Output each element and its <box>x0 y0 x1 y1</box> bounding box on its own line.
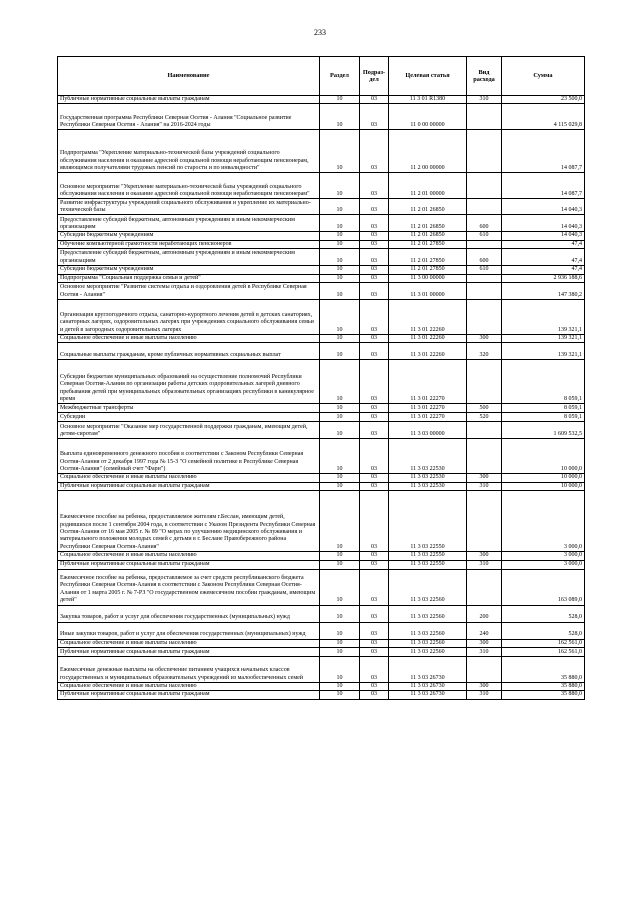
row-section: 10 <box>320 605 360 622</box>
row-expense-type: 300 <box>467 335 502 343</box>
row-subsection: 03 <box>360 569 389 605</box>
row-sum: 8 059,1 <box>502 413 585 422</box>
row-subsection: 03 <box>360 199 389 215</box>
row-target-article: 11 2 01 26850 <box>389 232 467 240</box>
row-expense-type: 300 <box>467 639 502 647</box>
row-expense-type <box>467 657 502 683</box>
row-target-article: 11 3 01 22260 <box>389 335 467 343</box>
row-section: 10 <box>320 552 360 560</box>
row-section: 10 <box>320 96 360 104</box>
row-name: Ежемесячные денежные выплаты на обеспечение питанием учащихся начальных классов государственных и муниципальных образовательных учреждений из малообеспеченных семей <box>58 657 320 683</box>
row-sum: 147 380,2 <box>502 283 585 300</box>
row-sum: 47,4 <box>502 240 585 248</box>
row-expense-type <box>467 491 502 552</box>
row-sum: 10 000,0 <box>502 439 585 474</box>
row-subsection: 03 <box>360 266 389 274</box>
row-expense-type <box>467 199 502 215</box>
row-subsection: 03 <box>360 343 389 360</box>
row-name: Развитие инфраструктуры учреждений социального обслуживания и укрепление их материально-технической базы <box>58 199 320 215</box>
row-section: 10 <box>320 335 360 343</box>
row-name: Иные закупки товаров, работ и услуг для обеспечения государственных (муниципальных) нужд <box>58 622 320 639</box>
row-sum: 163 089,0 <box>502 569 585 605</box>
row-name: Субсидии <box>58 413 320 422</box>
row-sum: 35 880,0 <box>502 683 585 691</box>
row-sum: 139 321,1 <box>502 335 585 343</box>
row-subsection: 03 <box>360 622 389 639</box>
row-sum: 35 880,0 <box>502 691 585 699</box>
row-name: Социальное обеспечение и иные выплаты населению <box>58 552 320 560</box>
row-target-article: 11 3 01 R1380 <box>389 96 467 104</box>
header-expense-type: Вид расхода <box>467 57 502 96</box>
row-target-article: 11 0 00 00000 <box>389 104 467 130</box>
row-sum: 23 500,0 <box>502 96 585 104</box>
row-expense-type <box>467 300 502 335</box>
row-section: 10 <box>320 360 360 404</box>
row-section: 10 <box>320 215 360 232</box>
row-expense-type: 310 <box>467 96 502 104</box>
row-name: Предоставление субсидий бюджетным, автономным учреждениям и иным некоммерческим организациям <box>58 249 320 266</box>
header-section: Раздел <box>320 57 360 96</box>
row-name: Государственная программа Республики Северная Осетия - Алания "Социальное развитие Республики Северная Осетия - Алания" на 2016-2024 годы <box>58 104 320 130</box>
row-target-article: 11 3 03 26730 <box>389 657 467 683</box>
row-sum: 47,4 <box>502 249 585 266</box>
table-row <box>58 96 585 104</box>
table-row <box>58 648 585 657</box>
row-section: 10 <box>320 422 360 439</box>
row-target-article: 11 2 01 00000 <box>389 173 467 199</box>
table-row <box>58 482 585 490</box>
row-target-article: 11 3 03 22550 <box>389 560 467 569</box>
row-target-article: 11 3 03 22560 <box>389 648 467 657</box>
row-subsection: 03 <box>360 240 389 248</box>
row-section: 10 <box>320 232 360 240</box>
row-expense-type <box>467 104 502 130</box>
row-sum: 4 115 029,8 <box>502 104 585 130</box>
row-section: 10 <box>320 657 360 683</box>
row-subsection: 03 <box>360 404 389 413</box>
row-target-article: 11 3 03 22560 <box>389 569 467 605</box>
row-sum: 139 321,1 <box>502 300 585 335</box>
row-section: 10 <box>320 199 360 215</box>
row-name: Подпрограмма "Социальная поддержка семьи и детей" <box>58 274 320 282</box>
table-row <box>58 491 585 552</box>
row-target-article: 11 2 00 00000 <box>389 130 467 173</box>
row-section: 10 <box>320 474 360 482</box>
row-expense-type <box>467 283 502 300</box>
row-name: Выплата единовременного денежного пособия в соответствии с Законом Республики Северная Осетия-Алания от 2 декабря 1997 года № 15-З "О семейной политике в Республике Северная Осетия-Алания" (семейный счет "Фарн") <box>58 439 320 474</box>
table-row <box>58 215 585 232</box>
row-name: Обучение компьютерной грамотности неработающих пенсионеров <box>58 240 320 248</box>
row-expense-type: 320 <box>467 343 502 360</box>
row-sum: 47,4 <box>502 266 585 274</box>
header-target-article: Целевая статья <box>389 57 467 96</box>
row-sum: 14 040,3 <box>502 199 585 215</box>
table-row <box>58 360 585 404</box>
row-sum: 3 000,0 <box>502 552 585 560</box>
row-expense-type: 300 <box>467 552 502 560</box>
table-row <box>58 249 585 266</box>
row-name: Социальное обеспечение и иные выплаты населению <box>58 683 320 691</box>
row-section: 10 <box>320 240 360 248</box>
row-target-article: 11 3 03 22530 <box>389 474 467 482</box>
row-name: Закупка товаров, работ и услуг для обеспечения государственных (муниципальных) нужд <box>58 605 320 622</box>
row-subsection: 03 <box>360 552 389 560</box>
row-sum: 8 059,1 <box>502 404 585 413</box>
row-target-article: 11 3 01 00000 <box>389 283 467 300</box>
table-row <box>58 173 585 199</box>
row-target-article: 11 2 01 26850 <box>389 199 467 215</box>
row-sum: 3 000,0 <box>502 560 585 569</box>
row-target-article: 11 3 03 26730 <box>389 691 467 699</box>
row-section: 10 <box>320 266 360 274</box>
row-sum: 35 880,0 <box>502 657 585 683</box>
row-subsection: 03 <box>360 439 389 474</box>
row-name: Субсидии бюджетным учреждениям <box>58 266 320 274</box>
row-name: Субсидии бюджетам муниципальных образований на осуществление полномочий Республики Северная Осетия-Алания по организации работы детских оздоровительных лагерей дневного пребывания детей при муниципальных образовательных организациях республики в каникулярное время <box>58 360 320 404</box>
row-target-article: 11 3 03 22560 <box>389 605 467 622</box>
row-name: Субсидии бюджетным учреждениям <box>58 232 320 240</box>
row-section: 10 <box>320 343 360 360</box>
row-name: Социальное обеспечение и иные выплаты населению <box>58 335 320 343</box>
row-section: 10 <box>320 104 360 130</box>
row-expense-type: 600 <box>467 249 502 266</box>
row-sum: 1 609 532,5 <box>502 422 585 439</box>
row-target-article: 11 3 01 22270 <box>389 404 467 413</box>
row-subsection: 03 <box>360 130 389 173</box>
table-row <box>58 560 585 569</box>
row-subsection: 03 <box>360 173 389 199</box>
row-expense-type <box>467 130 502 173</box>
row-expense-type: 310 <box>467 691 502 699</box>
row-sum: 14 087,7 <box>502 173 585 199</box>
budget-table <box>57 56 585 700</box>
row-expense-type: 240 <box>467 622 502 639</box>
table-row <box>58 335 585 343</box>
row-name: Публичные нормативные социальные выплаты гражданам <box>58 648 320 657</box>
row-section: 10 <box>320 249 360 266</box>
row-subsection: 03 <box>360 283 389 300</box>
row-subsection: 03 <box>360 335 389 343</box>
table-row <box>58 130 585 173</box>
row-sum: 10 000,0 <box>502 474 585 482</box>
row-section: 10 <box>320 173 360 199</box>
row-subsection: 03 <box>360 657 389 683</box>
table-row <box>58 343 585 360</box>
row-expense-type: 520 <box>467 413 502 422</box>
row-target-article: 11 3 03 22560 <box>389 622 467 639</box>
row-expense-type: 300 <box>467 474 502 482</box>
row-sum: 14 087,7 <box>502 130 585 173</box>
row-subsection: 03 <box>360 96 389 104</box>
row-section: 10 <box>320 569 360 605</box>
row-section: 10 <box>320 130 360 173</box>
row-section: 10 <box>320 648 360 657</box>
row-expense-type: 300 <box>467 683 502 691</box>
row-sum: 528,0 <box>502 605 585 622</box>
row-sum: 528,0 <box>502 622 585 639</box>
table-row <box>58 413 585 422</box>
row-name: Основное мероприятие "Оказание мер государственной поддержки гражданам, имеющим детей, детям-сиротам" <box>58 422 320 439</box>
table-row <box>58 639 585 647</box>
table-row <box>58 266 585 274</box>
row-target-article: 11 3 03 22550 <box>389 491 467 552</box>
table-row <box>58 422 585 439</box>
row-subsection: 03 <box>360 482 389 490</box>
row-target-article: 11 2 01 27850 <box>389 266 467 274</box>
row-subsection: 03 <box>360 300 389 335</box>
row-subsection: 03 <box>360 648 389 657</box>
row-subsection: 03 <box>360 249 389 266</box>
table-row <box>58 274 585 282</box>
row-section: 10 <box>320 404 360 413</box>
row-subsection: 03 <box>360 605 389 622</box>
row-target-article: 11 2 01 27850 <box>389 249 467 266</box>
row-subsection: 03 <box>360 215 389 232</box>
row-name: Социальное обеспечение и иные выплаты населению <box>58 474 320 482</box>
table-row <box>58 300 585 335</box>
row-target-article: 11 3 03 22530 <box>389 482 467 490</box>
row-name: Основное мероприятие "Укрепление материально-технической базы учреждений социального обслуживания населения и оказание адресной социальной помощи неработающим пенсионерам" <box>58 173 320 199</box>
row-name: Социальные выплаты гражданам, кроме публичных нормативных социальных выплат <box>58 343 320 360</box>
row-section: 10 <box>320 622 360 639</box>
page-number: 233 <box>314 28 326 37</box>
row-section: 10 <box>320 639 360 647</box>
row-name: Ежемесячное пособие на ребенка, предоставляемое жителям г.Беслан, имеющим детей, родившихся после 1 сентября 2004 года, в соответствии с Указом Президента Республики Северная Осетия-Алания от 16 мая 2005 г. № 89 "О мерах по улучшению медицинского обслуживания и материального положения молодых семей с детьми в г. Беслане Правобережного района Республики Северная Осетия-Алания" <box>58 491 320 552</box>
table-row <box>58 569 585 605</box>
row-name: Публичные нормативные социальные выплаты гражданам <box>58 560 320 569</box>
row-section: 10 <box>320 274 360 282</box>
row-target-article: 11 2 01 27850 <box>389 240 467 248</box>
row-expense-type: 310 <box>467 560 502 569</box>
row-subsection: 03 <box>360 474 389 482</box>
row-section: 10 <box>320 482 360 490</box>
row-expense-type: 610 <box>467 266 502 274</box>
row-name: Организация круглогодичного отдыха, санаторно-курортного лечения детей в детских санаториях, санаторных лагерях, оздоровительных лагерях при учреждениях социального обслуживания семьи и детей в загородных оздоровительных лагерях <box>58 300 320 335</box>
row-section: 10 <box>320 683 360 691</box>
row-sum: 14 040,3 <box>502 215 585 232</box>
table-row <box>58 104 585 130</box>
table-row <box>58 404 585 413</box>
row-expense-type: 500 <box>467 404 502 413</box>
row-section: 10 <box>320 560 360 569</box>
table-row <box>58 283 585 300</box>
row-section: 10 <box>320 491 360 552</box>
row-subsection: 03 <box>360 422 389 439</box>
row-name: Публичные нормативные социальные выплаты гражданам <box>58 482 320 490</box>
row-expense-type <box>467 173 502 199</box>
table-row <box>58 605 585 622</box>
row-name: Основное мероприятие "Развитие системы отдыха и оздоровления детей в Республике Северная Осетия - Алания" <box>58 283 320 300</box>
row-expense-type <box>467 422 502 439</box>
row-expense-type: 610 <box>467 232 502 240</box>
row-subsection: 03 <box>360 360 389 404</box>
row-expense-type: 200 <box>467 605 502 622</box>
row-subsection: 03 <box>360 274 389 282</box>
row-name: Ежемесячное пособие на ребенка, предоставляемое за счет средств республиканского бюджета Республики Северная Осетия-Алания в соответствии с Законом Республики Северная Осетия-Алания от 1 марта 2005 г. № 7-РЗ "О государственном ежемесячном пособии гражданам, имеющим детей" <box>58 569 320 605</box>
row-subsection: 03 <box>360 491 389 552</box>
row-target-article: 11 3 03 22560 <box>389 639 467 647</box>
row-expense-type <box>467 240 502 248</box>
row-target-article: 11 3 01 22270 <box>389 360 467 404</box>
row-expense-type <box>467 274 502 282</box>
row-name: Публичные нормативные социальные выплаты гражданам <box>58 691 320 699</box>
row-expense-type <box>467 439 502 474</box>
row-name: Подпрограмма "Укрепление материально-технической базы учреждений социального обслуживания населения и оказание адресной социальной помощи неработающим пенсионерам, являющимся получателями трудовых пенсий по старости и по инвалидности" <box>58 130 320 173</box>
row-subsection: 03 <box>360 104 389 130</box>
header-sum: Сумма <box>502 57 585 96</box>
row-sum: 8 059,1 <box>502 360 585 404</box>
table-header-row <box>58 57 585 96</box>
row-target-article: 11 3 03 22550 <box>389 552 467 560</box>
row-section: 10 <box>320 439 360 474</box>
row-target-article: 11 3 01 22260 <box>389 300 467 335</box>
row-expense-type <box>467 569 502 605</box>
row-subsection: 03 <box>360 691 389 699</box>
row-target-article: 11 3 03 00000 <box>389 422 467 439</box>
table-row <box>58 232 585 240</box>
row-expense-type: 310 <box>467 482 502 490</box>
row-target-article: 11 2 01 26850 <box>389 215 467 232</box>
header-subsection: Подраз-дел <box>360 57 389 96</box>
row-name: Предоставление субсидий бюджетным, автономным учреждениям и иным некоммерческим организациям <box>58 215 320 232</box>
row-sum: 162 561,0 <box>502 639 585 647</box>
row-section: 10 <box>320 300 360 335</box>
row-target-article: 11 3 03 26730 <box>389 683 467 691</box>
row-sum: 3 000,0 <box>502 491 585 552</box>
row-section: 10 <box>320 283 360 300</box>
row-subsection: 03 <box>360 560 389 569</box>
table-row <box>58 691 585 699</box>
table-row <box>58 683 585 691</box>
table-row <box>58 657 585 683</box>
row-name: Межбюджетные трансферты <box>58 404 320 413</box>
table-row <box>58 552 585 560</box>
table-row <box>58 474 585 482</box>
row-sum: 162 561,0 <box>502 648 585 657</box>
row-subsection: 03 <box>360 232 389 240</box>
table-body <box>58 96 585 700</box>
row-name: Социальное обеспечение и иные выплаты населению <box>58 639 320 647</box>
row-target-article: 11 3 01 22260 <box>389 343 467 360</box>
row-target-article: 11 3 01 22270 <box>389 413 467 422</box>
row-sum: 14 040,3 <box>502 232 585 240</box>
row-subsection: 03 <box>360 413 389 422</box>
row-target-article: 11 3 00 00000 <box>389 274 467 282</box>
row-expense-type: 600 <box>467 215 502 232</box>
row-target-article: 11 3 03 22530 <box>389 439 467 474</box>
header-name: Наименование <box>58 57 320 96</box>
row-subsection: 03 <box>360 683 389 691</box>
row-section: 10 <box>320 691 360 699</box>
row-name: Публичные нормативные социальные выплаты гражданам <box>58 96 320 104</box>
row-expense-type: 310 <box>467 648 502 657</box>
table-row <box>58 622 585 639</box>
row-section: 10 <box>320 413 360 422</box>
row-sum: 10 000,0 <box>502 482 585 490</box>
row-sum: 139 321,1 <box>502 343 585 360</box>
table-row <box>58 240 585 248</box>
row-sum: 2 936 188,6 <box>502 274 585 282</box>
row-subsection: 03 <box>360 639 389 647</box>
row-expense-type <box>467 360 502 404</box>
table-row <box>58 199 585 215</box>
table-row <box>58 439 585 474</box>
